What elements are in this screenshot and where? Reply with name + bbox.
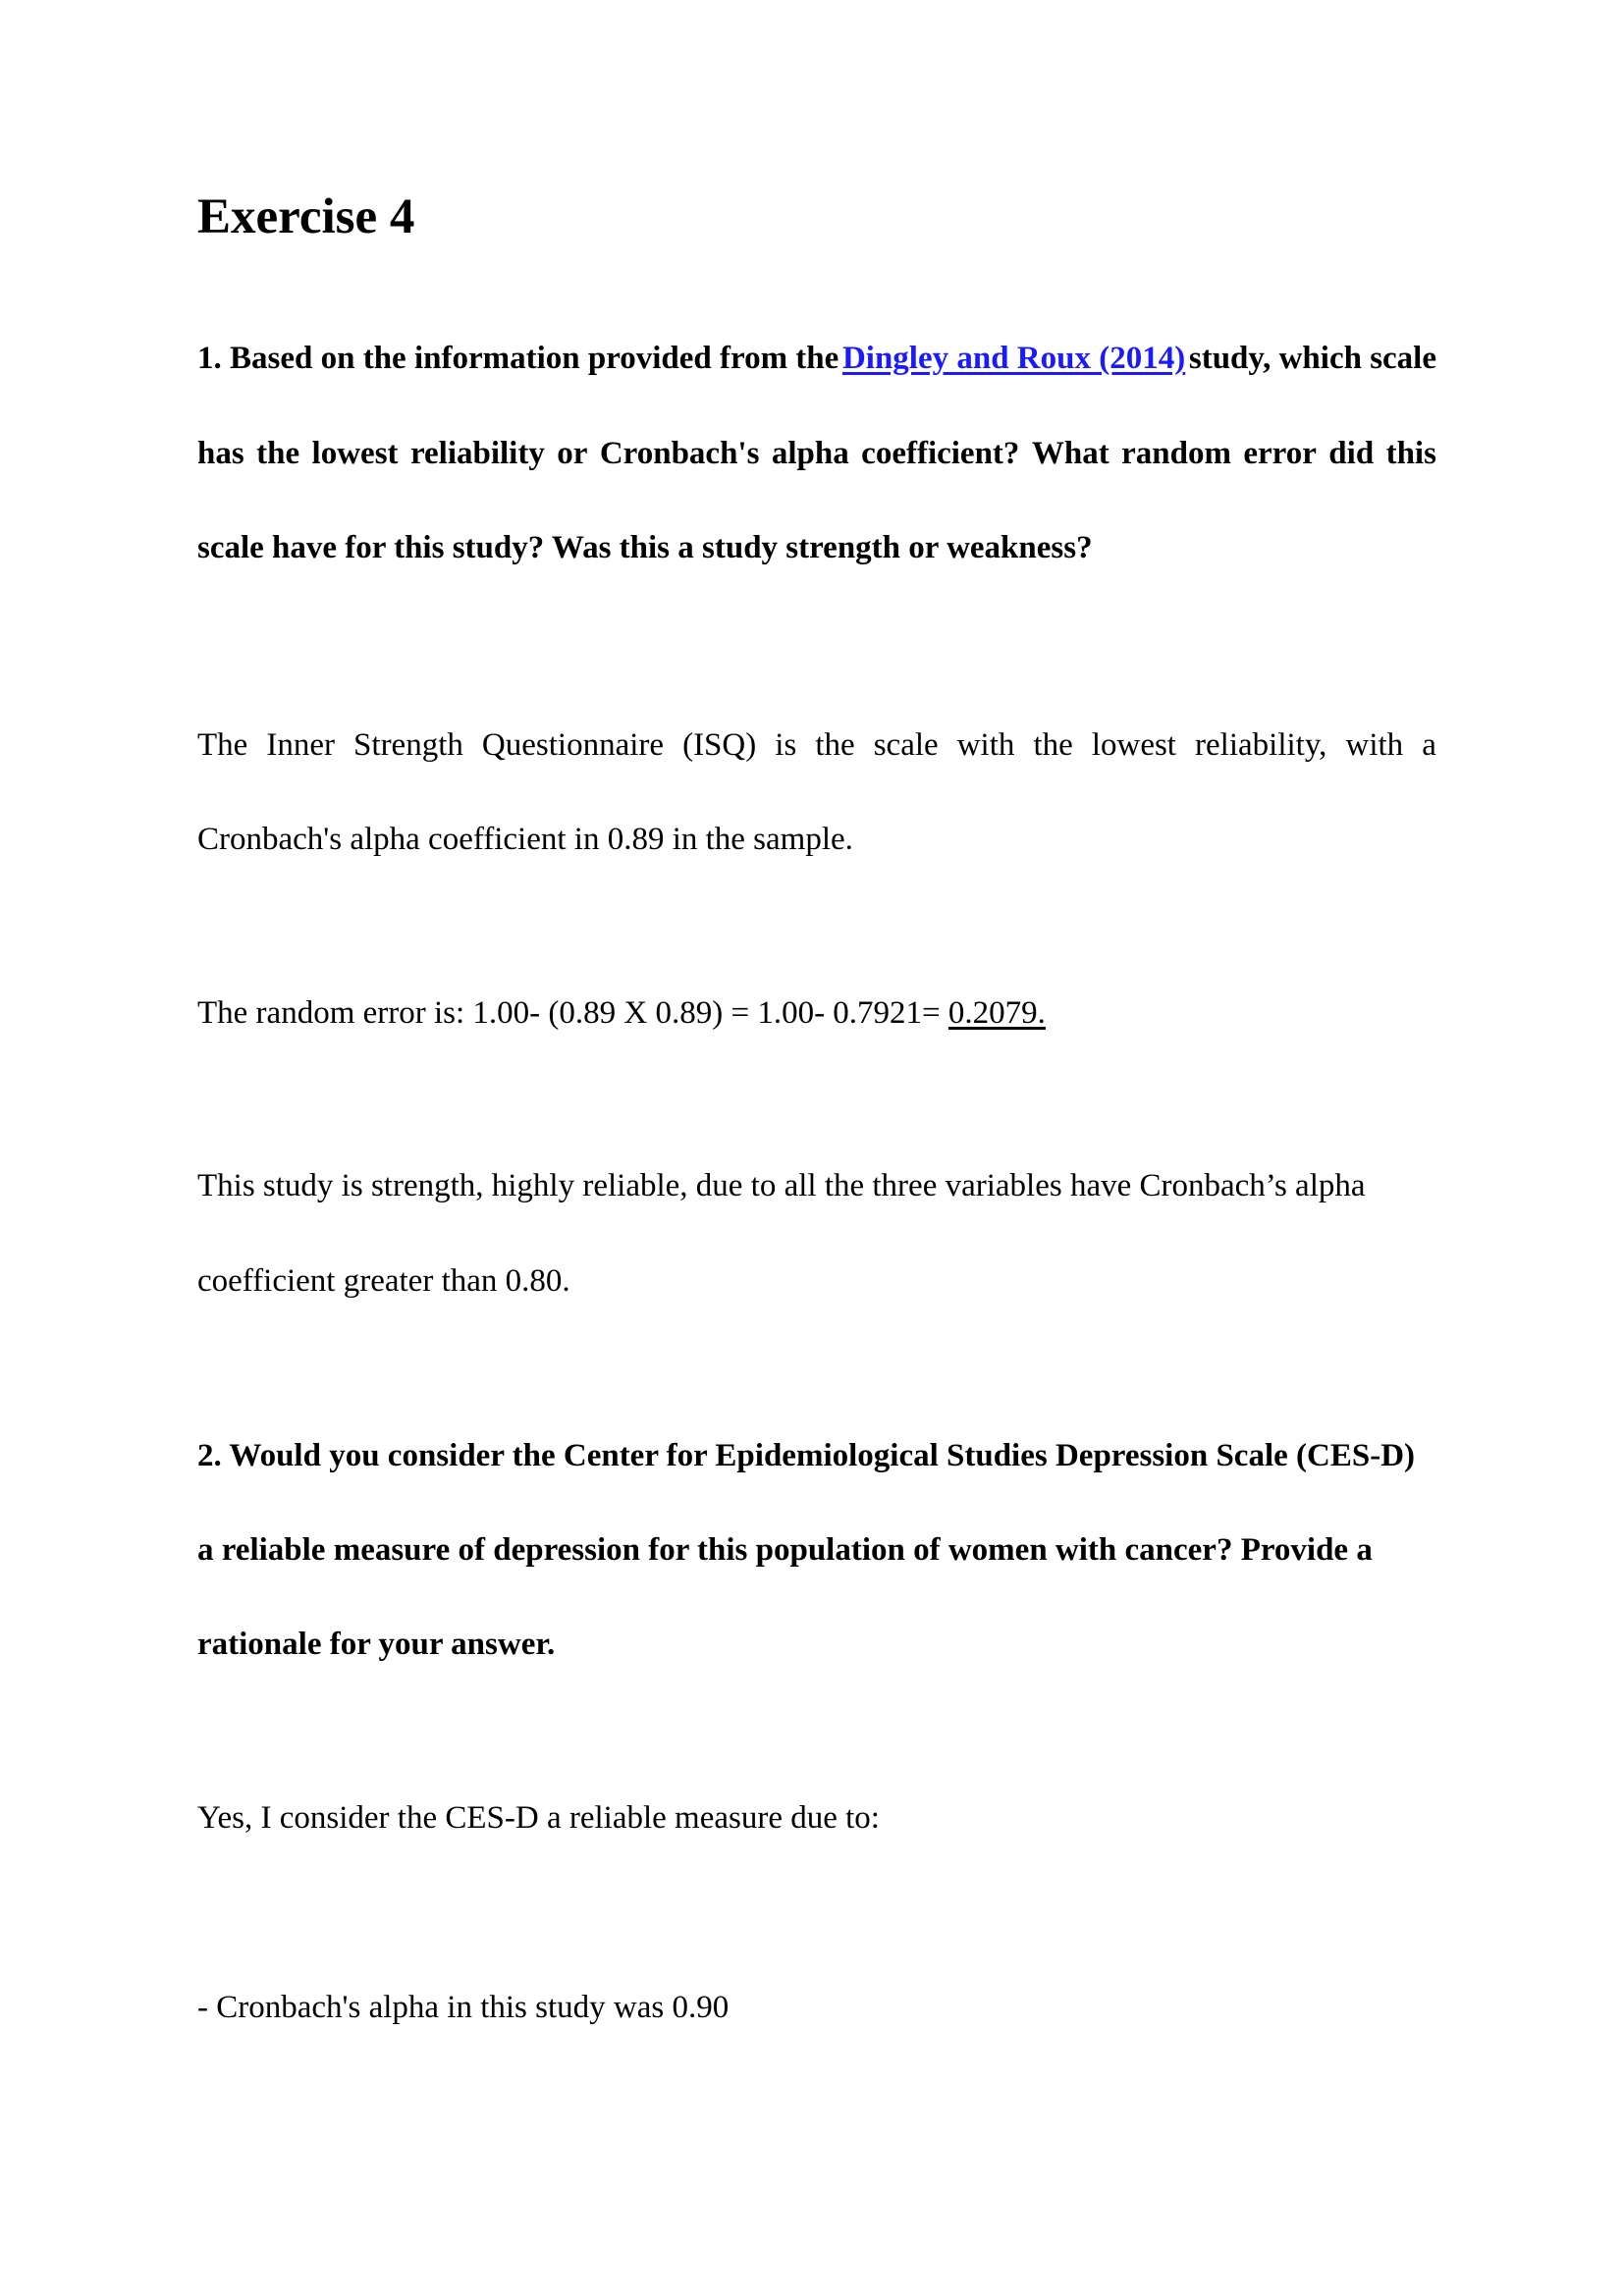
question-1-line-1 xyxy=(197,343,1436,375)
question-2-line-1: 2. Would you consider the Center for Epidemiological Studies Depression Scale (CES-D) xyxy=(197,1438,1416,1473)
question-2-line-2: a reliable measure of depression for this population of women with cancer? Provide a xyxy=(197,1532,1373,1568)
answer-2-bullet-1: - Cronbach's alpha in this study was 0.90 xyxy=(197,1990,730,2025)
question-1-prefix: 1. Based on the information provided from the xyxy=(197,341,839,376)
page-title: Exercise 4 xyxy=(197,189,415,244)
question-1-line-3: scale have for this study? Was this a study strength or weakness? xyxy=(197,530,1093,565)
answer-1-paragraph-3-line-2: coefficient greater than 0.80. xyxy=(197,1263,570,1299)
question-2-line-3: rationale for your answer. xyxy=(197,1627,556,1662)
question-1-suffix: study, which scale xyxy=(1188,341,1436,376)
answer-1-paragraph-1-line-1: The Inner Strength Questionnaire (ISQ) is the scale with the lowest reliability, with a xyxy=(197,727,1436,763)
answer-1-paragraph-1-line-2: Cronbach's alpha coefficient in 0.89 in the sample. xyxy=(197,822,853,857)
random-error-line xyxy=(197,997,1436,1030)
answer-2-line-1: Yes, I consider the CES-D a reliable measure due to: xyxy=(197,1800,880,1836)
question-1-line-2: has the lowest reliability or Cronbach's alpha coefficient? What random error did this xyxy=(197,436,1436,471)
citation-link[interactable]: Dingley and Roux (2014) xyxy=(841,341,1186,376)
random-error-result: 0.2079. xyxy=(947,995,1046,1031)
answer-1-paragraph-3-line-1: This study is strength, highly reliable, due to all the three variables have Cronbach’s alpha xyxy=(197,1168,1366,1203)
random-error-formula: The random error is: 1.00- (0.89 X 0.89) = 1.00- 0.7921= xyxy=(197,995,941,1031)
